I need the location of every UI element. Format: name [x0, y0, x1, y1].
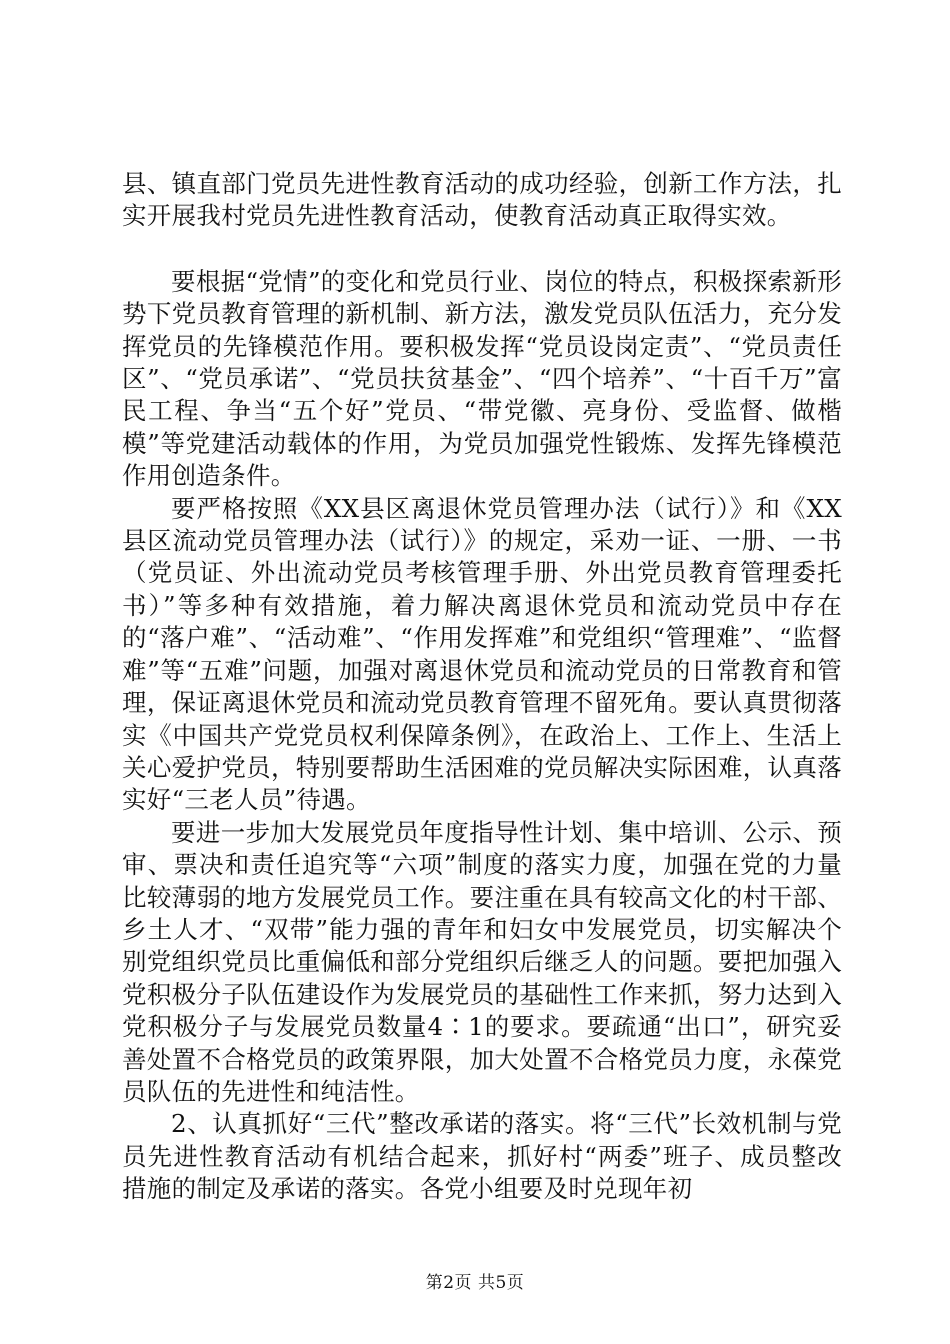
paragraph-member-development: 要进一步加大发展党员年度指导性计划、集中培训、公示、预审、票决和责任追究等“六项”制度的落实力度，加强在党的力量比较薄弱的地方发展党员工作。要注重在具有较高文化的村干部、乡土人才、“双带”能力强的青年和妇女中发展党员，切实解决个别党组织党员比重偏低和部分党组织后继乏人的问题。要把加强入党积极分子队伍建设作为发展党员的基础性工作来抓，努力达到入党积极分子与发展党员数量4∶1的要求。要疏通“出口”，研究妥善处置不合格党员的政策界限，加大处置不合格党员力度，永葆党员队伍的先进性和纯洁性。: [122, 817, 842, 1106]
paragraph-retired-mobile-members: 要严格按照《XX县区离退休党员管理办法（试行）》和《XX县区流动党员管理办法（试行）》的规定，采劝一证、一册、一书（党员证、外出流动党员考核管理手册、外出党员教育管理委托书）”等多种有效措施，着力解决离退休党员和流动党员中存在的“落户难”、“活动难”、“作用发挥难”和党组织“管理难”、“监督难”等“五难”问题，加强对离退休党员和流动党员的日常教育和管理，保证离退休党员和流动党员教育管理不留死角。要认真贯彻落实《中国共产党党员权利保障条例》，在政治上、工作上、生活上关心爱护党员，特别要帮助生活困难的党员解决实际困难，认真落实好“三老人员”待遇。: [122, 493, 843, 815]
paragraph-continuation: 县、镇直部门党员先进性教育活动的成功经验，创新工作方法，扎实开展我村党员先进性教育活动，使教育活动真正取得实效。: [122, 169, 842, 231]
document-body: [122, 168, 842, 1206]
page-number-footer: 第2页 共5页: [425, 1273, 525, 1293]
paragraph-rectification-commitments: 2、认真抓好“三代”整改承诺的落实。将“三代”长效机制与党员先进性教育活动有机结合起来，抓好村“两委”班子、成员整改措施的制定及承诺的落实。各党小组要及时兑现年初: [122, 1109, 842, 1204]
paragraph-party-education-mechanism: 要根据“党情”的变化和党员行业、岗位的特点，积极探索新形势下党员教育管理的新机制、新方法，激发党员队伍活力，充分发挥党员的先锋模范作用。要积极发挥“党员设岗定责”、“党员责任区”、“党员承诺”、“党员扶贫基金”、“四个培养”、“十百千万”富民工程、争当“五个好”党员、“带党徽、亮身份、受监督、做楷模”等党建活动载体的作用，为党员加强党性锻炼、发挥先锋模范作用创造条件。: [122, 266, 842, 491]
